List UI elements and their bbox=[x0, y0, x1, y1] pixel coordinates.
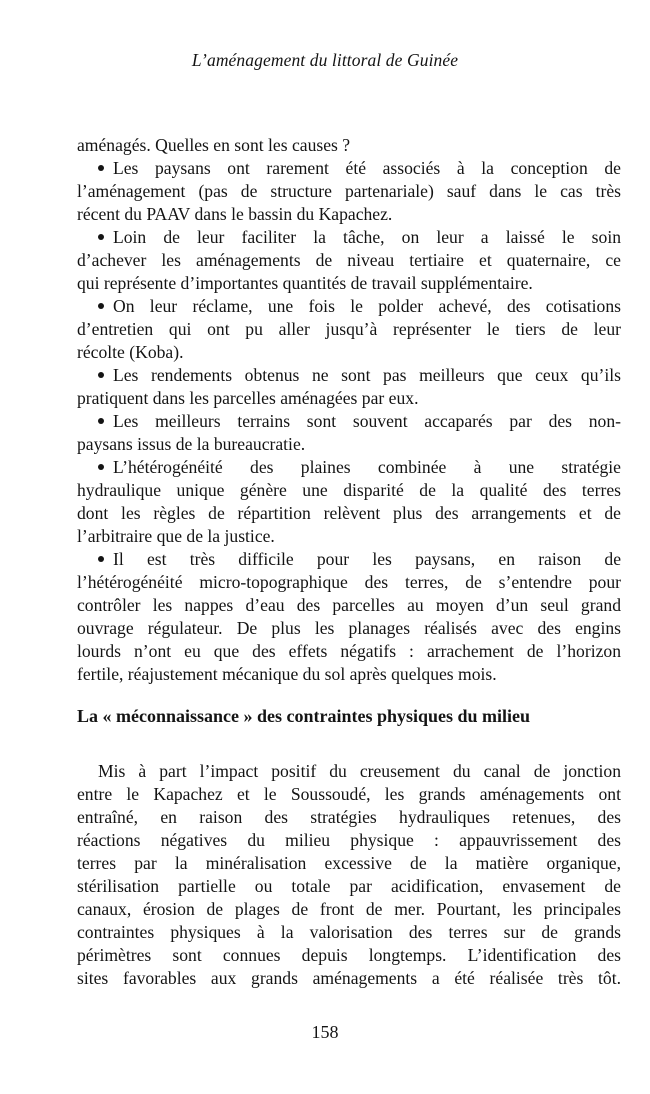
bullet-icon bbox=[98, 165, 104, 171]
text-line: d’entretien qui ont pu aller jusqu’à représenter le tiers de leur bbox=[77, 319, 621, 339]
text-line: périmètres sont connues depuis longtemps. L’identification des bbox=[77, 945, 621, 965]
text-line: contrôler les nappes d’eau des parcelles au moyen d’un seul grand bbox=[77, 595, 621, 615]
text-line: réactions négatives du milieu physique : appauvrissement des bbox=[77, 830, 621, 850]
bullet-icon bbox=[98, 418, 104, 424]
text-line: paysans issus de la bureaucratie. bbox=[77, 434, 306, 454]
text-line: d’achever les aménagements de niveau tertiaire et quaternaire, ce bbox=[77, 250, 621, 270]
text-line: l’aménagement (pas de structure partenariale) sauf dans le cas très bbox=[77, 181, 621, 201]
bullet-item-line bbox=[77, 295, 621, 318]
bullet-icon bbox=[98, 372, 104, 378]
text-line: Les meilleurs terrains sont souvent accaparés par des non- bbox=[113, 411, 621, 431]
bullet-item-line bbox=[77, 226, 621, 249]
bullet-item-line bbox=[77, 456, 621, 479]
text-line: qui représente d’importantes quantités de travail supplémentaire. bbox=[77, 273, 533, 293]
text-line: récolte (Koba). bbox=[77, 342, 184, 362]
running-header: L’aménagement du littoral de Guinée bbox=[191, 50, 459, 70]
text-line: entre le Kapachez et le Soussoudé, les grands aménagements ont bbox=[77, 784, 621, 804]
bullet-icon bbox=[98, 464, 104, 470]
bullet-item-line bbox=[77, 548, 621, 571]
bullet-item-line bbox=[77, 364, 621, 387]
bullet-item-line bbox=[77, 410, 621, 433]
paragraph-block bbox=[77, 760, 621, 990]
bullet-item-line bbox=[77, 157, 621, 180]
text-line: l’hétérogénéité micro-topographique des terres, de s’entendre pour bbox=[77, 572, 621, 592]
text-line: Les paysans ont rarement été associés à la conception de bbox=[113, 158, 621, 178]
text-line: Mis à part l’impact positif du creusement du canal de jonction bbox=[98, 761, 621, 781]
text-line: hydraulique unique génère une disparité de la qualité des terres bbox=[77, 480, 621, 500]
text-line: pratiquent dans les parcelles aménagées par eux. bbox=[77, 388, 419, 408]
text-line: On leur réclame, une fois le polder achevé, des cotisations bbox=[113, 296, 621, 316]
bullet-icon bbox=[98, 234, 104, 240]
text-line: sites favorables aux grands aménagements a été réalisée très tôt. bbox=[77, 968, 621, 988]
bullet-icon bbox=[98, 303, 104, 309]
text-line: L’hétérogénéité des plaines combinée à une stratégie bbox=[113, 457, 621, 477]
text-line: aménagés. Quelles en sont les causes ? bbox=[77, 135, 351, 155]
text-line: entraîné, en raison des stratégies hydrauliques retenues, des bbox=[77, 807, 621, 827]
text-line: contraintes physiques à la valorisation des terres sur de grands bbox=[77, 922, 621, 942]
text-line: l’arbitraire que de la justice. bbox=[77, 526, 275, 546]
page-number: 158 bbox=[311, 1022, 339, 1042]
text-line: dont les règles de répartition relèvent plus des arrangements et de bbox=[77, 503, 621, 523]
text-line: récent du PAAV dans le bassin du Kapachez. bbox=[77, 204, 393, 224]
text-line: Les rendements obtenus ne sont pas meilleurs que ceux qu’ils bbox=[113, 365, 621, 385]
text-line: Loin de leur faciliter la tâche, on leur a laissé le soin bbox=[113, 227, 621, 247]
text-line: Il est très difficile pour les paysans, en raison de bbox=[113, 549, 621, 569]
text-line: fertile, réajustement mécanique du sol après quelques mois. bbox=[77, 664, 497, 684]
text-line: canaux, érosion de plages de front de mer. Pourtant, les principales bbox=[77, 899, 621, 919]
text-line: lourds n’ont eu que des effets négatifs : arrachement de l’horizon bbox=[77, 641, 621, 661]
text-line: stérilisation partielle ou totale par acidification, envasement de bbox=[77, 876, 621, 896]
section-heading: La « méconnaissance » des contraintes physiques du milieu bbox=[77, 706, 531, 726]
bullet-icon bbox=[98, 556, 104, 562]
text-line: terres par la minéralisation excessive de la matière organique, bbox=[77, 853, 621, 873]
bullet-list-block bbox=[77, 134, 621, 686]
text-line: ouvrage régulateur. De plus les planages réalisés avec des engins bbox=[77, 618, 621, 638]
